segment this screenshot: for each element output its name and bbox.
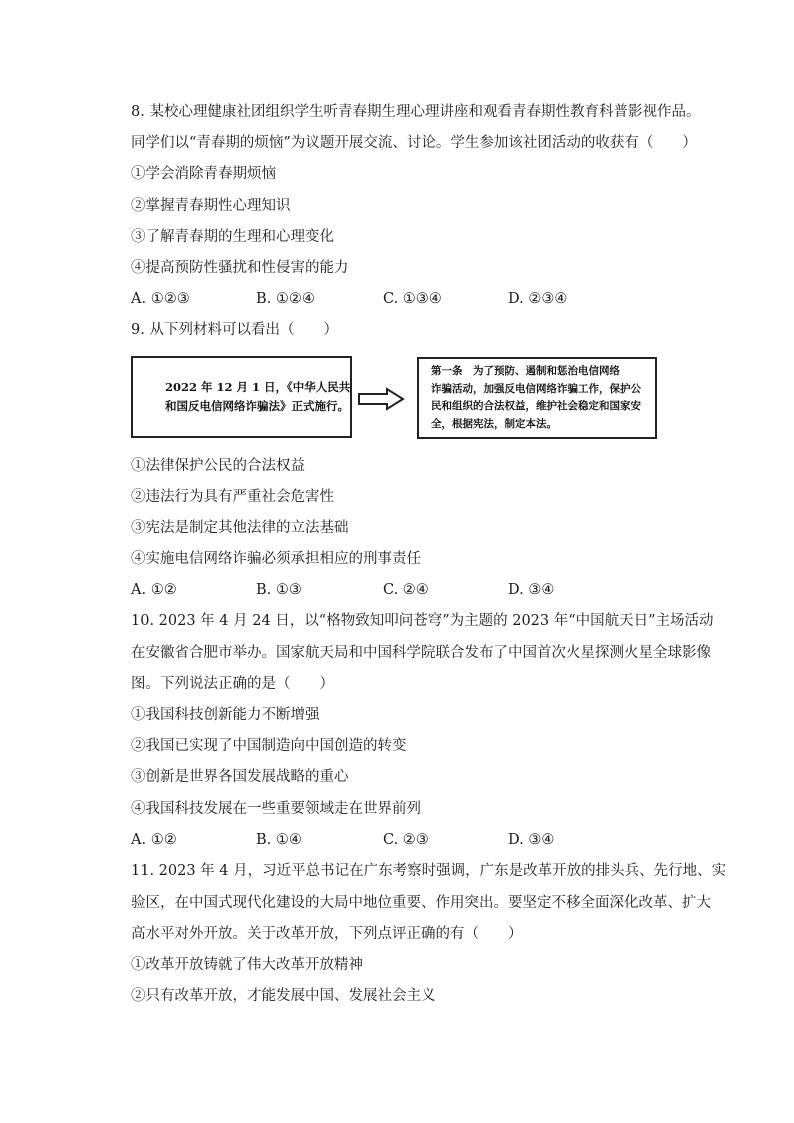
q10-stem-line1: 10. 2023 年 4 月 24 日，以“格物致知叩问苍穹”为主题的 2023 年“中国航天日”主场活动 [131,613,714,629]
material-box-law-date [131,356,352,438]
q11-item-1: ①改革开放铸就了伟大改革开放精神 [131,957,363,973]
q8-option-c: C. ①③④ [383,291,442,307]
q8-item-2: ②掌握青春期性心理知识 [131,198,291,214]
q9-option-c: C. ②④ [383,582,429,598]
q9-stem-line1: 9. 从下列材料可以看出（ ） [131,322,338,338]
q9-option-d: D. ③④ [508,582,555,598]
q8-item-1: ①学会消除青春期烦恼 [131,166,276,182]
q9-option-b: B. ①③ [256,582,302,598]
q10-option-b: B. ①④ [256,832,302,848]
q8-stem-line1: 8. 某校心理健康社团组织学生听青春期生理心理讲座和观看青春期性教育科普影视作品。 [131,104,701,120]
q10-options [131,830,691,850]
material-box-article-line4: 全，根据宪法，制定本法。 [431,417,557,430]
q10-stem-line2: 在安徽省合肥市举办。国家航天局和中国科学院联合发布了中国首次火星探测火星全球影像 [131,645,711,661]
material-box-article-line3: 民和组织的合法权益，维护社会稳定和国家安 [431,400,641,412]
right-arrow-icon [357,387,405,411]
material-box-law-date-line2: 和国反电信网络诈骗法》正式施行。 [165,399,349,413]
q8-option-d: D. ②③④ [508,291,568,307]
q10-option-a: A. ①② [131,832,177,848]
q9-item-1: ①法律保护公民的合法权益 [131,458,305,474]
q10-item-2: ②我国已实现了中国制造向中国创造的转变 [131,738,407,754]
q8-item-4: ④提高预防性骚扰和性侵害的能力 [131,260,349,276]
q8-option-b: B. ①②④ [256,291,315,307]
q9-options [131,580,691,600]
q10-item-1: ①我国科技创新能力不断增强 [131,707,320,723]
q10-option-c: C. ②③ [383,832,429,848]
q8-option-a: A. ①②③ [131,291,190,307]
q11-item-2: ②只有改革开放，才能发展中国、发展社会主义 [131,988,436,1004]
q11-stem-line3: 高水平对外开放。关于改革开放，下列点评正确的有（ ） [131,926,523,942]
q9-item-4: ④实施电信网络诈骗必须承担相应的刑事责任 [131,551,421,567]
material-box-article-line1: 第一条 为了预防、遏制和惩治电信网络 [431,365,620,377]
material-box-law-date-line1: 2022 年 12 月 1 日，《中华人民共 [165,380,351,394]
q9-option-a: A. ①② [131,582,177,598]
q8-options [131,289,691,309]
material-box-article-one [417,357,657,439]
q9-item-2: ②违法行为具有严重社会危害性 [131,489,334,505]
q8-item-3: ③了解青春期的生理和心理变化 [131,229,334,245]
q10-item-3: ③创新是世界各国发展战略的重心 [131,769,349,785]
q8-stem-line2: 同学们以“青春期的烦恼”为议题开展交流、讨论。学生参加该社团活动的收获有（ ） [131,135,697,151]
q10-item-4: ④我国科技发展在一些重要领域走在世界前列 [131,801,421,817]
material-box-article-line2: 诈骗活动，加强反电信网络诈骗工作，保护公 [431,382,641,395]
q11-stem-line2: 验区，在中国式现代化建设的大局中地位重要、作用突出。要坚定不移全面深化改革、扩大 [131,895,711,911]
q10-option-d: D. ③④ [508,832,555,848]
q10-stem-line3: 图。下列说法正确的是（ ） [131,676,334,692]
q11-stem-line1: 11. 2023 年 4 月，习近平总书记在广东考察时强调，广东是改革开放的排头兵、先行地、实 [131,863,727,879]
q9-item-3: ③宪法是制定其他法律的立法基础 [131,520,349,536]
